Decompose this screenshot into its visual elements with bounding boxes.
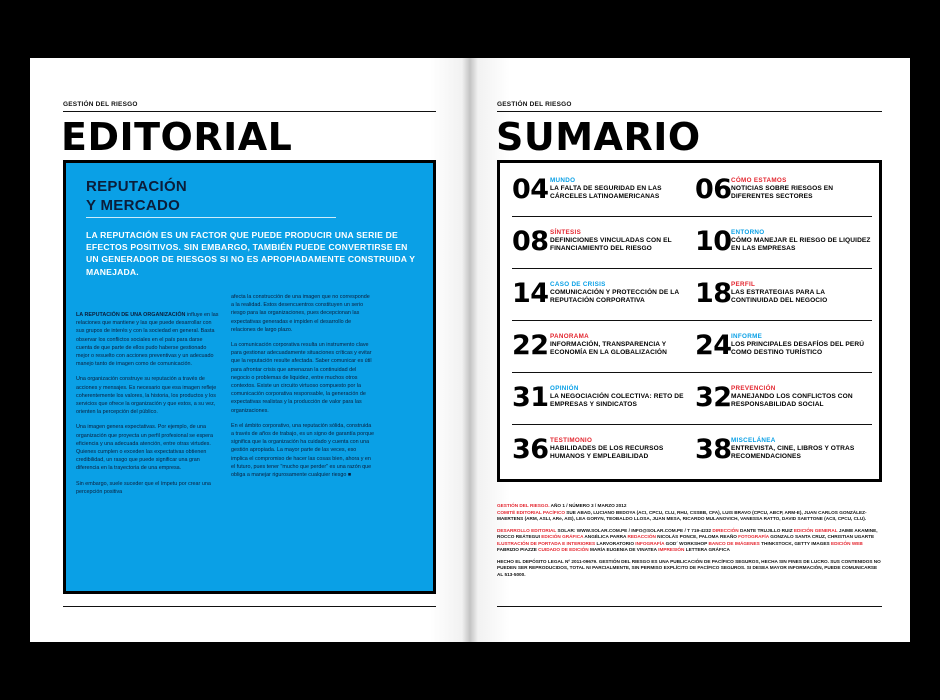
sumario-entry[interactable] [512,375,692,425]
editorial-heading [86,177,187,215]
section-category: SÍNTESIS [550,229,582,236]
page-number: 04 [512,174,549,205]
sumario-entry[interactable] [512,219,692,269]
paragraph: Una organización construye su reputación a través de acciones y mensajes. Es necesario que esa imagen refleje coherentemente los valores, la historia, los productos y los servicios que ofrece la organización y que estos, a su vez, orienten la percepción del público. [76,376,217,416]
section-description: LOS PRINCIPALES DESAFÍOS DEL PERÚ COMO DESTINO TURÍSTICO [731,341,865,356]
paragraph: Sin embargo, suele suceder que el ímpetu por crear una percepción positiva [76,480,211,495]
section-description: NOTICIAS SOBRE RIESGOS EN DIFERENTES SECTORES [731,185,834,200]
page-number: 32 [695,382,732,413]
credit-key: REDACCIÓN [627,534,656,539]
section-description: LA FALTA DE SEGURIDAD EN LAS CÁRCELES LATINOAMERICANAS [550,185,662,200]
section-description: LAS ESTRATEGIAS PARA LA CONTINUIDAD DEL NEGOCIO [731,289,828,304]
row-divider [512,424,872,425]
paragraph: afecta la construcción de una imagen que no corresponde a la realidad. Estos desencuentros constituyen un serio riesgo para las organizaciones, pues decepcionan las expectativas generadas e impiden el desarrollo de relaciones de largo plazo. [231,294,370,333]
credit-text: LETTERA GRÁFICA [684,547,730,552]
sumario-row [512,375,872,425]
credit-text: ANGÉLICA PARRA [583,534,628,539]
sumario-entry[interactable] [512,323,692,373]
credit-key: ILUSTRACIÓN DE PORTADA E INTERIORES [497,540,596,546]
section-category: MUNDO [550,177,576,184]
sumario-row [512,271,872,321]
credit-text: SUE ABAD, LUCIANO BEDOYA (ACI, CPCU, CLU, RHU, CSSBB, CFA), LUIS BRAVO (CPCU, ABCP, ARM-E), JUAN CARLOS GONZÁLEZ-MAERTENS (ARM, ASLI, ARe, AIS), LEA GORYN, TEOBALDO LLOSA, JUAN MESA, RICARDO MULANOVICH, VANESSA RATTO, DAVID SAETTONE (ACII, CPCU, CLU). [497,509,867,521]
paragraph: En el ámbito corporativo, una reputación sólida, construida a través de años de trabajo, es un signo de garantía porque significa que la organización ha cuidado y cuenta con una gestión apropiada. La mayor parte de las veces, eso implica el compromiso de hacer las cosas bien, ahora y en el futuro, pues tener "mucho que perder" es una razón que obliga a manejar rigurosamente cualquier riesgo ■ [231,422,374,479]
sumario-entry[interactable] [695,219,875,269]
bottom-rule-right [497,606,882,607]
section-category: PERFIL [731,281,756,288]
credit-text: THINKSTOCK, GETTY IMAGES [759,540,831,546]
section-description: CÓMO MANEJAR EL RIESGO DE LIQUIDEZ EN LAS EMPRESAS [731,237,871,252]
spine-shadow [462,58,478,642]
top-rule-right [497,111,882,112]
credit-text: JAIME AKAMINE, ROCCO REÁTEGUI [497,527,878,539]
text-column-2 [231,293,374,486]
page-number: 14 [512,278,549,309]
page-number: 36 [512,434,549,465]
sumario-entry[interactable] [695,167,875,217]
paragraph [76,311,219,368]
section-description: COMUNICACIÓN Y PROTECCIÓN DE LA REPUTACIÓN CORPORATIVA [550,289,679,304]
credit-text: DANTE TRUJILLO RUIZ [738,527,794,533]
credit-text: GOD´ WORKSHOP [664,540,709,546]
credit-key: INFOGRAFÍA [635,540,665,546]
credit-key: EDICIÓN GRÁFICA [541,534,584,539]
row-divider [512,372,872,373]
sumario-entry[interactable] [695,323,875,373]
sumario-entry[interactable] [512,427,692,477]
row-divider [512,268,872,269]
sumario-entry[interactable] [512,167,692,217]
credit-text: AÑO 1 / NÚMERO 3 / MARZO 2012 [549,503,627,508]
page-number: 10 [695,226,732,257]
section-category: INFORME [731,333,763,340]
sumario-row [512,167,872,217]
section-category: PANORAMA [550,333,590,340]
section-category: OPINIÓN [550,385,579,392]
credit-text: FABRIZIO PIAZZE [497,547,539,552]
credit-key: COMITÉ EDITORIAL PACÍFICO [497,509,565,515]
section-description: HABILIDADES DE LOS RECURSOS HUMANOS Y EMPLEABILIDAD [550,445,664,460]
credits-paragraph-3: HECHO EL DEPÓSITO LEGAL Nº 2011-09679. GESTIÓN DEL RIESGO ES UNA PUBLICACIÓN DE PACÍFICO SEGUROS, HECHA SIN FINES DE LUCRO. SUS CONTENIDOS NO PUEDEN SER REPRODUCIDOS, TOTAL NI PARCIALMENTE, SIN PERMISO EXPLÍCITO DE PACÍFICO SEGUROS. SI DESEA MAYOR INFORMACIÓN, PUEDE COMUNICARSE AL 513-5000. [497,558,881,577]
sumario-entry[interactable] [695,271,875,321]
sumario-row [512,427,872,477]
heading-line-1: REPUTACIÓN [86,178,188,195]
credit-key: GESTIÓN DEL RIESGO. [497,503,550,508]
credit-key: FOTOGRAFÍA [738,534,769,539]
page-title-editorial: EDITORIAL [61,115,293,159]
editorial-box [63,160,436,594]
sumario-entry[interactable] [512,271,692,321]
page-number: 08 [512,226,549,257]
heading-line-2: Y MERCADO [86,197,181,214]
paragraph-lead-in: LA REPUTACIÓN DE UNA ORGANIZACIÓN [76,312,186,318]
bottom-rule-left [63,606,436,607]
section-category: TESTIMONIO [550,437,593,444]
text-column-1 [76,311,219,503]
section-description: LA NEGOCIACIÓN COLECTIVA: RETO DE EMPRESAS Y SINDICATOS [550,393,684,408]
credit-key: CUIDADO DE EDICIÓN [538,547,589,552]
credit-key: EDICIÓN GENERAL [793,527,838,533]
section-description: MANEJANDO LOS CONFLICTOS CON RESPONSABILIDAD SOCIAL [731,393,853,408]
credit-key: BANCO DE IMÁGENES [708,540,760,546]
sumario-box [497,160,882,482]
section-category: ENTORNO [731,229,765,236]
credit-key: EDICIÓN WEB [830,540,863,546]
credits-paragraph-1 [497,503,882,523]
page-title-sumario: SUMARIO [496,115,701,159]
page-number: 31 [512,382,549,413]
section-category: MISCELÁNEA [731,437,776,444]
section-description: INFORMACIÓN, TRANSPARENCIA Y ECONOMÍA EN LA GLOBALIZACIÓN [550,341,667,356]
sumario-entry[interactable] [695,375,875,425]
sumario-entry[interactable] [695,427,875,477]
heading-rule [86,217,336,218]
credit-text: LARVORATORIO [595,540,636,546]
paragraph-text: influye en las relaciones que mantiene y las que puede desarrollar con sus grupos de interés y con la sociedad en general. Basta observar los conflictos sociales en el país para darse cuenta de que parte de ellos pudo haberse gestionado mejor o resuelto con acciones preventivas y un adecuado manejo tanto de imagen como de comunicación. [76,312,219,368]
section-description: DEFINICIONES VINCULADAS CON EL FINANCIAMIENTO DEL RIESGO [550,237,672,252]
paragraph: La comunicación corporativa resulta un instrumento clave para gestionar adecuadamente situaciones críticas y evitar que la reputación resulte afectada. Saber comunicar es útil para afrontar crisis que amenazan la continuidad del negocio o problemas de liquidez, entre muchos otros contextos. Existe un circuito virtuoso compuesto por la comunicación corporativa responsable, la generación de expectativas realistas y la producción de valor para las organizaciones. [231,342,372,414]
credit-text: GONZALO SANTA CRUZ, CHRISTIAN UGARTE [768,534,875,539]
credit-key: DESARROLLO EDITORIAL [497,527,557,533]
section-label-right: GESTIÓN DEL RIESGO [497,101,572,108]
section-label-left: GESTIÓN DEL RIESGO [63,101,138,108]
row-divider [512,216,872,217]
credit-text: MARÍA EUGENIA DE VINATEA [588,547,659,552]
credits-paragraph-2 [497,528,882,554]
page-number: 38 [695,434,732,465]
credit-text: NICOLÁS PONCE, PALOMA REAÑO [655,534,739,539]
credit-text: SOLAR: WWW.SOLAR.COM.PE / INFO@SOLAR.COM.PE / T 719-4232 [556,527,713,533]
page-number: 18 [695,278,732,309]
credit-key: DIRECCIÓN [712,527,739,533]
section-category: PREVENCIÓN [731,385,776,392]
sumario-row [512,219,872,269]
sumario-row [512,323,872,373]
paragraph: Una imagen genera expectativas. Por ejemplo, de una organización que proyecta un perfil profesional se espera eficiencia y una adecuada atención, entre otras virtudes. Quienes cumplen o exceden las expectativas obtienen credibilidad, un rasgo que puede significar una gran diferencia en la trayectoria de una empresa. [76,424,213,472]
credits-block [497,503,882,583]
editorial-lead: LA REPUTACIÓN ES UN FACTOR QUE PUEDE PRODUCIR UNA SERIE DE EFECTOS POSITIVOS. SIN EMBARGO, TAMBIÉN PUEDE CONVERTIRSE EN UN GENERADOR DE RIESGOS SI NO ES APROPIADAMENTE CONSTRUIDA Y MANEJADA. [86,230,416,277]
credit-key: IMPRESIÓN [658,547,685,552]
section-description: ENTREVISTA, CINE, LIBROS Y OTRAS RECOMENDACIONES [731,445,855,460]
page-number: 22 [512,330,549,361]
page-number: 06 [695,174,732,205]
top-rule-left [63,111,436,112]
section-category: CASO DE CRISIS [550,281,606,288]
section-category: CÓMO ESTAMOS [731,177,787,184]
row-divider [512,320,872,321]
page-number: 24 [695,330,732,361]
